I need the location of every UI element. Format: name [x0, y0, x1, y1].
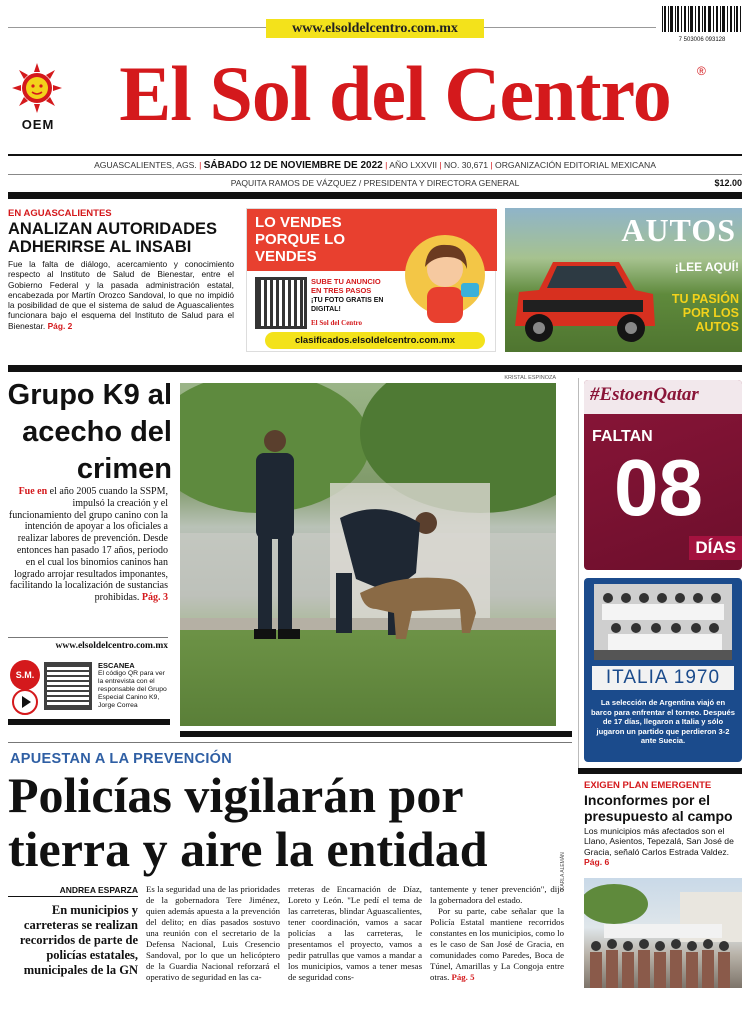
- insabi-kicker: EN AGUASCALIENTES: [8, 208, 112, 219]
- team-caption: La selección de Argentina viajó en barco para enfrentar el torneo. Después de 17 días, llegaron a Italia y sólo jugaron un partido que perdieron 3-2 ante Suecia.: [591, 698, 735, 746]
- main-byline: ANDREA ESPARZA: [8, 885, 138, 897]
- campo-kicker: EXIGEN PLAN EMERGENTE: [584, 780, 712, 791]
- issue-date: SÁBADO 12 DE NOVIEMBRE DE 2022: [203, 160, 383, 171]
- k9-scan-text: El código QR para ver la entrevista con el responsable del Grupo Especial Canino K9, Jorge Correa: [98, 670, 167, 709]
- barcode: [660, 6, 744, 43]
- autos-ad[interactable]: [505, 208, 742, 352]
- main-summary: En municipios y carreteras se realizan recorridos de parte de policías estatales, municipales de la GN: [19, 903, 138, 977]
- insabi-page-ref[interactable]: Pág. 2: [47, 320, 73, 331]
- team-title: ITALIA 1970: [592, 666, 734, 690]
- k9-page-ref[interactable]: Pág. 3: [141, 592, 168, 604]
- main-page-ref[interactable]: Pág. 5: [451, 972, 475, 982]
- barcode-number: 7 503006 093128: [678, 37, 726, 43]
- insabi-story: [8, 208, 234, 331]
- k9-text: [8, 486, 168, 604]
- k9-photo: [180, 383, 556, 726]
- k9-scan-label: ESCANEA: [98, 661, 135, 670]
- campo-body: Los municipios más afectados son el Llano, Asientos, Tepezalá, San José de Gracia, señaló Carlos Estrada Valdez.: [584, 826, 734, 857]
- main-columns: [146, 884, 570, 1008]
- website-banner[interactable]: www.elsoldelcentro.com.mx: [266, 19, 484, 38]
- k9-headline[interactable]: Grupo K9 al acecho del crimen: [7, 379, 172, 485]
- registered-mark: ®: [697, 64, 706, 78]
- main-column-1: Es la seguridad una de las prioridades de la gobernadora Tere Jiménez, quien además apuesta a la prevención del delito; en días pasados sostuvo una reunión con el secretario de la Defensa Nacional, Luis Cresencio Sandoval, por lo que un helicóptero de la Guardia Nacional reforzará el operativo de seguridad en las ca-: [146, 884, 280, 982]
- woman-illustration: [397, 223, 493, 327]
- k9-photo-credit: KRISTAL ESPINOZA: [504, 375, 556, 381]
- classifieds-url[interactable]: clasificados.elsoldelcentro.com.mx: [265, 332, 485, 349]
- classifieds-ad[interactable]: [246, 208, 496, 352]
- autos-title: AUTOS: [621, 212, 736, 248]
- red-pickup-truck: [509, 234, 659, 348]
- classifieds-qr-icon: [255, 277, 307, 329]
- qatar-days: DÍAS: [689, 536, 742, 560]
- director-line: PAQUITA RAMOS DE VÁZQUEZ / PRESIDENTA Y DIRECTORA GENERAL: [230, 178, 520, 188]
- main-column-2: rreteras de Encarnación de Díaz, Loreto y León. "Le pedí el tema de las carreteras, blindar Aguascalientes, tener coordinación, vamos a sacar policías a las carreteras, le presentamos el proyecto, vamos a pedir patrullas que vamos a mandar a los municipios, vamos a tener mesas de seguridad cons-: [288, 884, 422, 982]
- oem-logo: OEM: [21, 117, 55, 132]
- sun-logo-icon: [10, 62, 64, 114]
- campo-photo-credit: KARLA ALEMÁN: [560, 852, 566, 890]
- insabi-body: Fue la falta de diálogo, acercamiento y conocimiento respecto al Instituto de Salud de Bienestar, entre el Gobierno Federal y la pasada administración estatal, encabezada por Martín Orozco Sandoval, lo que no impidió la posibilidad de que el sistema de salud de Aguascalientes funcionara bajo el esquema del Instituto de Salud para el Bienestar.: [8, 259, 234, 331]
- classifieds-steps: SUBE TU ANUNCIO EN TRES PASOS: [311, 277, 381, 295]
- classifieds-headline: LO VENDES PORQUE LO VENDES: [255, 214, 346, 265]
- main-column-3b: Por su parte, cabe señalar que la Policía Estatal mantiene recorridos constantes en los municipios, como lo es le caso de San José de Gracia, en comunidades como Paredes, Boca de Túnel, Amarillas y La Congoja entre otras.: [430, 906, 564, 982]
- qatar-remaining: FALTAN: [592, 428, 653, 445]
- dateline: AGUASCALIENTES, AGS. | SÁBADO 12 DE NOVIEMBRE DE 2022 | AÑO LXXVII | NO. 30,671 | ORGANIZACIÓN EDITORIAL MEXICANA: [94, 160, 656, 171]
- newspaper-title: El Sol del Centro: [119, 50, 671, 137]
- campo-page-ref[interactable]: Pág. 6: [584, 857, 610, 868]
- classifieds-photo-free: ¡TU FOTO GRATIS EN DIGITAL!: [311, 297, 384, 313]
- autos-read-here: ¡LEE AQUÍ!: [674, 260, 739, 274]
- k9-badge: S.M.: [10, 660, 40, 690]
- campo-headline[interactable]: Inconformes por el presupuesto al campo: [584, 792, 733, 824]
- qatar-hashtag: #EstoenQatar: [590, 384, 699, 405]
- qatar-countdown[interactable]: [584, 380, 742, 570]
- main-headline[interactable]: Policías vigilarán por tierra y aire la entidad: [8, 767, 488, 877]
- qatar-number: 08: [614, 443, 703, 532]
- insabi-headline[interactable]: ANALIZAN AUTORIDADES ADHERIRSE AL INSABI: [8, 220, 217, 256]
- main-kicker: APUESTAN A LA PREVENCIÓN: [10, 751, 233, 767]
- city: AGUASCALIENTES, AGS.: [94, 160, 197, 170]
- play-icon[interactable]: [12, 689, 38, 715]
- issue-number: NO. 30,671: [444, 160, 488, 170]
- campo-story: [584, 780, 742, 868]
- k9-lead: Fue en: [18, 486, 48, 497]
- qatar-team-card[interactable]: [584, 578, 742, 762]
- team-photo: [594, 584, 732, 660]
- main-column-3a: tantemente y tener prevención", dijo la gobernadora del estado.: [430, 884, 564, 905]
- autos-tagline: TU PASIÓN POR LOS AUTOS: [671, 292, 739, 334]
- k9-body: el año 2005 cuando la SSPM, impulsó la creación y el funcionamiento del grupo canino con la intención de apoyar a los oficiales a realizar labores de prevención. Desde entonces han pasado 17 años, periodo en el cual los binomios caninos han logrado arrojar resultados imponantes, facilitando la localización de sustancias prohibidas.: [8, 486, 168, 604]
- k9-website[interactable]: www.elsoldelcentro.com.mx: [55, 641, 168, 651]
- k9-qr-icon: [44, 662, 92, 710]
- price: $12.00: [714, 178, 742, 188]
- campo-photo: [584, 878, 742, 988]
- classifieds-logo: El Sol del Centro: [311, 319, 363, 327]
- publisher: ORGANIZACIÓN EDITORIAL MEXICANA: [495, 160, 656, 170]
- year: AÑO LXXVII: [389, 160, 438, 170]
